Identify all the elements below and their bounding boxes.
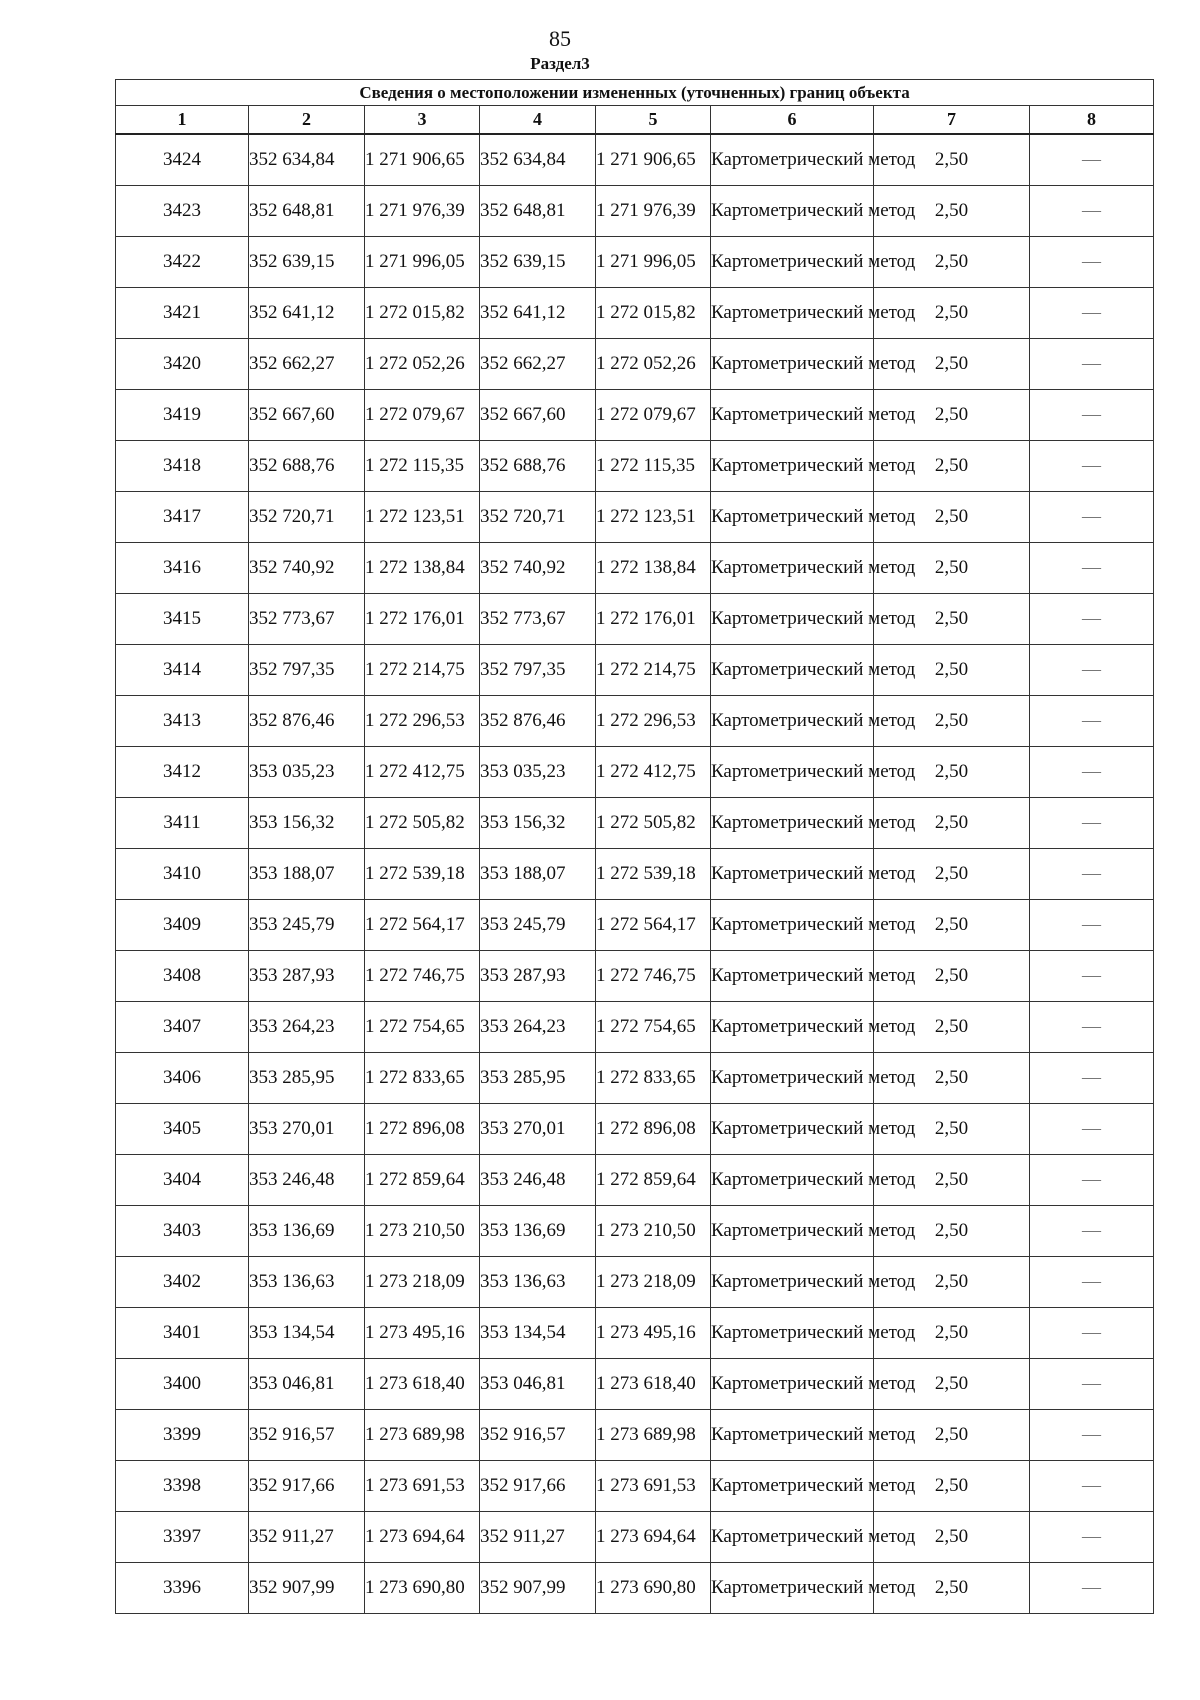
empty-marker: — bbox=[1030, 1155, 1154, 1206]
coordinate-x-new: 353 134,54 bbox=[480, 1308, 596, 1359]
coordinate-x: 352 917,66 bbox=[249, 1461, 365, 1512]
coordinate-x: 353 270,01 bbox=[249, 1104, 365, 1155]
coordinate-x: 352 639,15 bbox=[249, 237, 365, 288]
table-row bbox=[116, 339, 1154, 390]
determination-method: Картометрический метод bbox=[711, 1512, 874, 1563]
coordinate-y-new: 1 272 138,84 bbox=[596, 543, 711, 594]
coordinate-x-new: 352 662,27 bbox=[480, 339, 596, 390]
coordinate-x-new: 353 245,79 bbox=[480, 900, 596, 951]
point-number: 3412 bbox=[116, 747, 249, 798]
point-number: 3403 bbox=[116, 1206, 249, 1257]
table-row bbox=[116, 390, 1154, 441]
coordinate-x: 353 264,23 bbox=[249, 1002, 365, 1053]
coordinate-x: 352 662,27 bbox=[249, 339, 365, 390]
table-row bbox=[116, 1410, 1154, 1461]
coordinate-x-new: 353 136,63 bbox=[480, 1257, 596, 1308]
empty-marker: — bbox=[1030, 186, 1154, 237]
coordinate-y: 1 272 115,35 bbox=[365, 441, 480, 492]
coordinate-x: 352 688,76 bbox=[249, 441, 365, 492]
column-header: 8 bbox=[1030, 106, 1154, 135]
table-row bbox=[116, 798, 1154, 849]
precision-value: 2,50 bbox=[874, 594, 1030, 645]
coordinate-x: 353 285,95 bbox=[249, 1053, 365, 1104]
column-header: 4 bbox=[480, 106, 596, 135]
point-number: 3411 bbox=[116, 798, 249, 849]
empty-marker: — bbox=[1030, 339, 1154, 390]
point-number: 3424 bbox=[116, 134, 249, 186]
coordinate-y-new: 1 272 833,65 bbox=[596, 1053, 711, 1104]
precision-value: 2,50 bbox=[874, 1410, 1030, 1461]
column-header: 3 bbox=[365, 106, 480, 135]
table-row bbox=[116, 186, 1154, 237]
empty-marker: — bbox=[1030, 747, 1154, 798]
coordinate-y-new: 1 271 976,39 bbox=[596, 186, 711, 237]
coordinate-y-new: 1 272 214,75 bbox=[596, 645, 711, 696]
coordinate-y-new: 1 272 896,08 bbox=[596, 1104, 711, 1155]
coordinate-x-new: 352 720,71 bbox=[480, 492, 596, 543]
coordinate-x: 353 287,93 bbox=[249, 951, 365, 1002]
empty-marker: — bbox=[1030, 1308, 1154, 1359]
precision-value: 2,50 bbox=[874, 1512, 1030, 1563]
point-number: 3407 bbox=[116, 1002, 249, 1053]
precision-value: 2,50 bbox=[874, 186, 1030, 237]
precision-value: 2,50 bbox=[874, 390, 1030, 441]
table-row bbox=[116, 747, 1154, 798]
precision-value: 2,50 bbox=[874, 1104, 1030, 1155]
precision-value: 2,50 bbox=[874, 134, 1030, 186]
coordinate-x: 352 907,99 bbox=[249, 1563, 365, 1614]
coordinate-y-new: 1 272 115,35 bbox=[596, 441, 711, 492]
column-header: 2 bbox=[249, 106, 365, 135]
table-row bbox=[116, 951, 1154, 1002]
coordinate-x-new: 353 046,81 bbox=[480, 1359, 596, 1410]
point-number: 3399 bbox=[116, 1410, 249, 1461]
table-row bbox=[116, 1257, 1154, 1308]
coordinate-y-new: 1 272 176,01 bbox=[596, 594, 711, 645]
precision-value: 2,50 bbox=[874, 1155, 1030, 1206]
precision-value: 2,50 bbox=[874, 645, 1030, 696]
coordinate-x: 352 876,46 bbox=[249, 696, 365, 747]
coordinate-y: 1 273 689,98 bbox=[365, 1410, 480, 1461]
point-number: 3422 bbox=[116, 237, 249, 288]
coordinate-x: 352 720,71 bbox=[249, 492, 365, 543]
coordinate-x-new: 352 639,15 bbox=[480, 237, 596, 288]
determination-method: Картометрический метод bbox=[711, 134, 874, 186]
coordinate-y: 1 272 505,82 bbox=[365, 798, 480, 849]
determination-method: Картометрический метод bbox=[711, 237, 874, 288]
coordinate-y-new: 1 273 618,40 bbox=[596, 1359, 711, 1410]
determination-method: Картометрический метод bbox=[711, 1206, 874, 1257]
coordinate-x: 353 245,79 bbox=[249, 900, 365, 951]
determination-method: Картометрический метод bbox=[711, 594, 874, 645]
point-number: 3416 bbox=[116, 543, 249, 594]
empty-marker: — bbox=[1030, 594, 1154, 645]
table-row bbox=[116, 1155, 1154, 1206]
coordinate-x-new: 353 270,01 bbox=[480, 1104, 596, 1155]
coordinate-y: 1 272 833,65 bbox=[365, 1053, 480, 1104]
determination-method: Картометрический метод bbox=[711, 1104, 874, 1155]
determination-method: Картометрический метод bbox=[711, 1257, 874, 1308]
determination-method: Картометрический метод bbox=[711, 288, 874, 339]
precision-value: 2,50 bbox=[874, 339, 1030, 390]
table-row bbox=[116, 1104, 1154, 1155]
table-row bbox=[116, 1308, 1154, 1359]
table-row bbox=[116, 543, 1154, 594]
coordinate-x-new: 352 740,92 bbox=[480, 543, 596, 594]
point-number: 3417 bbox=[116, 492, 249, 543]
coordinate-y: 1 273 618,40 bbox=[365, 1359, 480, 1410]
determination-method: Картометрический метод bbox=[711, 441, 874, 492]
point-number: 3402 bbox=[116, 1257, 249, 1308]
coordinate-y: 1 272 123,51 bbox=[365, 492, 480, 543]
precision-value: 2,50 bbox=[874, 1206, 1030, 1257]
coordinate-x-new: 352 797,35 bbox=[480, 645, 596, 696]
empty-marker: — bbox=[1030, 1359, 1154, 1410]
column-header: 7 bbox=[874, 106, 1030, 135]
table-row bbox=[116, 645, 1154, 696]
empty-marker: — bbox=[1030, 237, 1154, 288]
coordinate-y: 1 273 218,09 bbox=[365, 1257, 480, 1308]
determination-method: Картометрический метод bbox=[711, 339, 874, 390]
table-row bbox=[116, 1206, 1154, 1257]
empty-marker: — bbox=[1030, 441, 1154, 492]
coordinate-x-new: 353 264,23 bbox=[480, 1002, 596, 1053]
determination-method: Картометрический метод bbox=[711, 747, 874, 798]
table-row bbox=[116, 1461, 1154, 1512]
empty-marker: — bbox=[1030, 134, 1154, 186]
coordinate-x-new: 353 246,48 bbox=[480, 1155, 596, 1206]
determination-method: Картометрический метод bbox=[711, 390, 874, 441]
table-row bbox=[116, 900, 1154, 951]
empty-marker: — bbox=[1030, 951, 1154, 1002]
coordinate-y-new: 1 271 996,05 bbox=[596, 237, 711, 288]
column-header: 5 bbox=[596, 106, 711, 135]
coordinate-x-new: 353 285,95 bbox=[480, 1053, 596, 1104]
determination-method: Картометрический метод bbox=[711, 900, 874, 951]
coordinate-x: 352 667,60 bbox=[249, 390, 365, 441]
coordinate-x: 353 046,81 bbox=[249, 1359, 365, 1410]
coordinate-y-new: 1 273 689,98 bbox=[596, 1410, 711, 1461]
coordinate-y-new: 1 273 694,64 bbox=[596, 1512, 711, 1563]
precision-value: 2,50 bbox=[874, 951, 1030, 1002]
table-row bbox=[116, 849, 1154, 900]
empty-marker: — bbox=[1030, 696, 1154, 747]
coordinate-x-new: 352 641,12 bbox=[480, 288, 596, 339]
coordinate-x-new: 352 916,57 bbox=[480, 1410, 596, 1461]
coordinate-x: 352 797,35 bbox=[249, 645, 365, 696]
determination-method: Картометрический метод bbox=[711, 1359, 874, 1410]
coordinate-y: 1 272 079,67 bbox=[365, 390, 480, 441]
coordinate-x: 353 136,69 bbox=[249, 1206, 365, 1257]
coordinate-y: 1 271 996,05 bbox=[365, 237, 480, 288]
determination-method: Картометрический метод bbox=[711, 492, 874, 543]
coordinate-y-new: 1 272 754,65 bbox=[596, 1002, 711, 1053]
coordinate-y: 1 271 906,65 bbox=[365, 134, 480, 186]
table-row bbox=[116, 696, 1154, 747]
coordinate-x-new: 352 907,99 bbox=[480, 1563, 596, 1614]
coordinate-x: 353 246,48 bbox=[249, 1155, 365, 1206]
coordinate-y: 1 273 690,80 bbox=[365, 1563, 480, 1614]
coordinate-x-new: 352 634,84 bbox=[480, 134, 596, 186]
point-number: 3414 bbox=[116, 645, 249, 696]
coordinate-y: 1 272 746,75 bbox=[365, 951, 480, 1002]
coordinate-y: 1 273 210,50 bbox=[365, 1206, 480, 1257]
precision-value: 2,50 bbox=[874, 1461, 1030, 1512]
coordinates-table bbox=[115, 79, 1154, 1614]
coordinate-x: 353 035,23 bbox=[249, 747, 365, 798]
table-row bbox=[116, 441, 1154, 492]
point-number: 3423 bbox=[116, 186, 249, 237]
coordinate-y: 1 272 412,75 bbox=[365, 747, 480, 798]
determination-method: Картометрический метод bbox=[711, 951, 874, 1002]
coordinate-y: 1 272 896,08 bbox=[365, 1104, 480, 1155]
precision-value: 2,50 bbox=[874, 798, 1030, 849]
point-number: 3419 bbox=[116, 390, 249, 441]
coordinate-y-new: 1 272 052,26 bbox=[596, 339, 711, 390]
empty-marker: — bbox=[1030, 900, 1154, 951]
coordinate-y-new: 1 271 906,65 bbox=[596, 134, 711, 186]
precision-value: 2,50 bbox=[874, 696, 1030, 747]
point-number: 3405 bbox=[116, 1104, 249, 1155]
determination-method: Картометрический метод bbox=[711, 1308, 874, 1359]
empty-marker: — bbox=[1030, 849, 1154, 900]
coordinate-y-new: 1 272 079,67 bbox=[596, 390, 711, 441]
precision-value: 2,50 bbox=[874, 1563, 1030, 1614]
coordinate-y: 1 272 564,17 bbox=[365, 900, 480, 951]
point-number: 3400 bbox=[116, 1359, 249, 1410]
empty-marker: — bbox=[1030, 543, 1154, 594]
table-row bbox=[116, 1563, 1154, 1614]
table-header-row bbox=[116, 106, 1154, 135]
table-body bbox=[116, 134, 1154, 1614]
coordinate-x: 352 648,81 bbox=[249, 186, 365, 237]
point-number: 3398 bbox=[116, 1461, 249, 1512]
precision-value: 2,50 bbox=[874, 1308, 1030, 1359]
precision-value: 2,50 bbox=[874, 1257, 1030, 1308]
coordinate-y-new: 1 273 210,50 bbox=[596, 1206, 711, 1257]
point-number: 3415 bbox=[116, 594, 249, 645]
determination-method: Картометрический метод bbox=[711, 1155, 874, 1206]
empty-marker: — bbox=[1030, 1257, 1154, 1308]
table-row bbox=[116, 288, 1154, 339]
determination-method: Картометрический метод bbox=[711, 849, 874, 900]
table-caption: Сведения о местоположении измененных (уточненных) границ объекта bbox=[116, 80, 1154, 106]
coordinate-x: 352 916,57 bbox=[249, 1410, 365, 1461]
coordinate-x-new: 353 188,07 bbox=[480, 849, 596, 900]
table-row bbox=[116, 1512, 1154, 1563]
precision-value: 2,50 bbox=[874, 849, 1030, 900]
coordinate-y-new: 1 273 690,80 bbox=[596, 1563, 711, 1614]
coordinate-x-new: 352 667,60 bbox=[480, 390, 596, 441]
coordinate-x-new: 352 911,27 bbox=[480, 1512, 596, 1563]
empty-marker: — bbox=[1030, 1206, 1154, 1257]
point-number: 3421 bbox=[116, 288, 249, 339]
coordinate-y: 1 271 976,39 bbox=[365, 186, 480, 237]
point-number: 3401 bbox=[116, 1308, 249, 1359]
precision-value: 2,50 bbox=[874, 441, 1030, 492]
coordinate-x: 352 911,27 bbox=[249, 1512, 365, 1563]
precision-value: 2,50 bbox=[874, 1053, 1030, 1104]
determination-method: Картометрический метод bbox=[711, 1053, 874, 1104]
empty-marker: — bbox=[1030, 1563, 1154, 1614]
point-number: 3410 bbox=[116, 849, 249, 900]
point-number: 3404 bbox=[116, 1155, 249, 1206]
empty-marker: — bbox=[1030, 288, 1154, 339]
determination-method: Картометрический метод bbox=[711, 1002, 874, 1053]
precision-value: 2,50 bbox=[874, 1002, 1030, 1053]
coordinate-x-new: 353 136,69 bbox=[480, 1206, 596, 1257]
coordinate-x: 353 134,54 bbox=[249, 1308, 365, 1359]
coordinate-y-new: 1 272 412,75 bbox=[596, 747, 711, 798]
coordinate-y: 1 272 214,75 bbox=[365, 645, 480, 696]
table-row bbox=[116, 1002, 1154, 1053]
coordinate-y-new: 1 272 564,17 bbox=[596, 900, 711, 951]
coordinate-y: 1 273 495,16 bbox=[365, 1308, 480, 1359]
coordinate-y: 1 273 694,64 bbox=[365, 1512, 480, 1563]
point-number: 3406 bbox=[116, 1053, 249, 1104]
coordinate-x: 352 634,84 bbox=[249, 134, 365, 186]
table-row bbox=[116, 1359, 1154, 1410]
coordinate-y: 1 272 754,65 bbox=[365, 1002, 480, 1053]
empty-marker: — bbox=[1030, 798, 1154, 849]
empty-marker: — bbox=[1030, 1002, 1154, 1053]
coordinate-x: 353 136,63 bbox=[249, 1257, 365, 1308]
coordinate-x-new: 353 035,23 bbox=[480, 747, 596, 798]
coordinate-y-new: 1 272 296,53 bbox=[596, 696, 711, 747]
table-row bbox=[116, 134, 1154, 186]
coordinate-y-new: 1 272 859,64 bbox=[596, 1155, 711, 1206]
determination-method: Картометрический метод bbox=[711, 798, 874, 849]
coordinate-x-new: 352 876,46 bbox=[480, 696, 596, 747]
table-row bbox=[116, 594, 1154, 645]
coordinate-y: 1 272 015,82 bbox=[365, 288, 480, 339]
determination-method: Картометрический метод bbox=[711, 645, 874, 696]
point-number: 3396 bbox=[116, 1563, 249, 1614]
coordinate-y: 1 272 138,84 bbox=[365, 543, 480, 594]
point-number: 3418 bbox=[116, 441, 249, 492]
precision-value: 2,50 bbox=[874, 900, 1030, 951]
point-number: 3408 bbox=[116, 951, 249, 1002]
precision-value: 2,50 bbox=[874, 543, 1030, 594]
determination-method: Картометрический метод bbox=[711, 1461, 874, 1512]
empty-marker: — bbox=[1030, 1104, 1154, 1155]
coordinate-x: 352 773,67 bbox=[249, 594, 365, 645]
table-row bbox=[116, 1053, 1154, 1104]
determination-method: Картометрический метод bbox=[711, 1410, 874, 1461]
empty-marker: — bbox=[1030, 390, 1154, 441]
coordinate-x-new: 352 917,66 bbox=[480, 1461, 596, 1512]
precision-value: 2,50 bbox=[874, 747, 1030, 798]
coordinate-y-new: 1 273 691,53 bbox=[596, 1461, 711, 1512]
empty-marker: — bbox=[1030, 492, 1154, 543]
section-title: Раздел3 bbox=[530, 54, 590, 73]
precision-value: 2,50 bbox=[874, 492, 1030, 543]
page-number: 85 bbox=[549, 26, 571, 51]
point-number: 3420 bbox=[116, 339, 249, 390]
coordinate-x-new: 352 773,67 bbox=[480, 594, 596, 645]
coordinate-y-new: 1 272 123,51 bbox=[596, 492, 711, 543]
coordinate-y: 1 272 859,64 bbox=[365, 1155, 480, 1206]
coordinate-y-new: 1 272 015,82 bbox=[596, 288, 711, 339]
coordinate-x-new: 353 156,32 bbox=[480, 798, 596, 849]
coordinate-y-new: 1 272 746,75 bbox=[596, 951, 711, 1002]
coordinate-x-new: 352 688,76 bbox=[480, 441, 596, 492]
coordinate-x-new: 352 648,81 bbox=[480, 186, 596, 237]
precision-value: 2,50 bbox=[874, 1359, 1030, 1410]
table-row bbox=[116, 492, 1154, 543]
coordinate-x: 353 188,07 bbox=[249, 849, 365, 900]
coordinate-x: 352 740,92 bbox=[249, 543, 365, 594]
empty-marker: — bbox=[1030, 1053, 1154, 1104]
coordinate-x-new: 353 287,93 bbox=[480, 951, 596, 1002]
coordinate-y-new: 1 273 495,16 bbox=[596, 1308, 711, 1359]
coordinate-y-new: 1 272 539,18 bbox=[596, 849, 711, 900]
coordinate-y-new: 1 272 505,82 bbox=[596, 798, 711, 849]
point-number: 3409 bbox=[116, 900, 249, 951]
precision-value: 2,50 bbox=[874, 288, 1030, 339]
coordinate-y-new: 1 273 218,09 bbox=[596, 1257, 711, 1308]
coordinate-y: 1 272 539,18 bbox=[365, 849, 480, 900]
empty-marker: — bbox=[1030, 645, 1154, 696]
determination-method: Картометрический метод bbox=[711, 1563, 874, 1614]
empty-marker: — bbox=[1030, 1410, 1154, 1461]
empty-marker: — bbox=[1030, 1461, 1154, 1512]
point-number: 3397 bbox=[116, 1512, 249, 1563]
coordinate-x: 352 641,12 bbox=[249, 288, 365, 339]
coordinate-y: 1 273 691,53 bbox=[365, 1461, 480, 1512]
coordinate-x: 353 156,32 bbox=[249, 798, 365, 849]
determination-method: Картометрический метод bbox=[711, 543, 874, 594]
point-number: 3413 bbox=[116, 696, 249, 747]
coordinate-y: 1 272 176,01 bbox=[365, 594, 480, 645]
determination-method: Картометрический метод bbox=[711, 186, 874, 237]
table-row bbox=[116, 237, 1154, 288]
precision-value: 2,50 bbox=[874, 237, 1030, 288]
coordinate-y: 1 272 052,26 bbox=[365, 339, 480, 390]
determination-method: Картометрический метод bbox=[711, 696, 874, 747]
empty-marker: — bbox=[1030, 1512, 1154, 1563]
column-header: 6 bbox=[711, 106, 874, 135]
coordinate-y: 1 272 296,53 bbox=[365, 696, 480, 747]
column-header: 1 bbox=[116, 106, 249, 135]
